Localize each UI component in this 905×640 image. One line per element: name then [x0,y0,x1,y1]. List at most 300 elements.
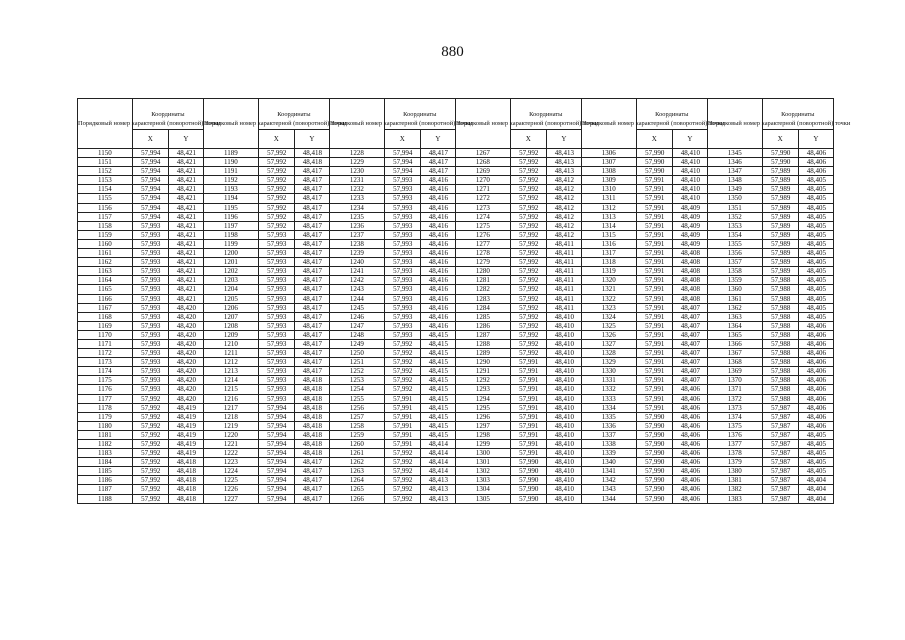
y-coordinate-cell: 48,407 [672,312,707,321]
x-coordinate-cell: 57,993 [132,276,168,285]
point-number-cell: 1268 [455,158,510,167]
y-coordinate-cell: 48,414 [420,467,455,476]
table-row [78,312,834,321]
coordinates-header: Координаты [762,99,833,130]
point-number-cell: 1304 [455,485,510,494]
point-number-cell: 1380 [707,467,762,476]
point-number-cell: 1321 [581,285,636,294]
point-number-cell: 1305 [455,494,510,503]
point-number-cell: 1338 [581,440,636,449]
x-coordinate-cell: 57,993 [384,239,420,248]
point-number-cell: 1283 [455,294,510,303]
x-coordinate-cell: 57,989 [762,176,798,185]
x-coordinate-cell: 57,991 [510,385,546,394]
point-number-cell: 1203 [203,276,258,285]
x-coordinate-cell: 57,992 [384,458,420,467]
y-coordinate-cell: 48,410 [546,440,581,449]
x-coordinate-cell: 57,988 [762,285,798,294]
point-number-cell: 1336 [581,421,636,430]
x-coordinate-cell: 57,991 [510,412,546,421]
y-coordinate-cell: 48,417 [294,276,329,285]
y-coordinate-cell: 48,421 [168,158,203,167]
y-coordinate-cell: 48,414 [420,458,455,467]
table-row [78,440,834,449]
point-number-cell: 1382 [707,485,762,494]
table-row [78,412,834,421]
y-coordinate-cell: 48,412 [546,194,581,203]
x-coordinate-cell: 57,988 [762,321,798,330]
y-coordinate-cell: 48,417 [294,239,329,248]
point-number-cell: 1151 [78,158,133,167]
x-coordinate-cell: 57,994 [258,412,294,421]
point-number-cell: 1309 [581,176,636,185]
x-coordinate-cell: 57,992 [132,403,168,412]
point-number-cell: 1197 [203,221,258,230]
point-number-cell: 1310 [581,185,636,194]
x-coordinate-cell: 57,991 [636,385,672,394]
x-coordinate-cell: 57,991 [510,394,546,403]
point-number-cell: 1378 [707,449,762,458]
x-coordinate-cell: 57,987 [762,440,798,449]
y-coordinate-cell: 48,421 [168,212,203,221]
x-coordinate-cell: 57,989 [762,185,798,194]
point-number-cell: 1168 [78,312,133,321]
x-coordinate-cell: 57,991 [636,285,672,294]
point-number-cell: 1157 [78,212,133,221]
x-coordinate-cell: 57,992 [132,421,168,430]
point-number-header: Порядковый номер характерной (поворотной) точки [203,99,258,149]
y-coordinate-cell: 48,410 [546,467,581,476]
x-coordinate-cell: 57,993 [384,321,420,330]
x-coordinate-cell: 57,992 [510,194,546,203]
point-number-cell: 1248 [329,330,384,339]
x-coordinate-cell: 57,987 [762,485,798,494]
point-number-cell: 1329 [581,358,636,367]
table-row [78,385,834,394]
point-number-cell: 1150 [78,149,133,158]
y-coordinate-cell: 48,407 [672,303,707,312]
x-coordinate-cell: 57,994 [132,149,168,158]
y-coordinate-cell: 48,410 [672,194,707,203]
x-coordinate-cell: 57,989 [762,221,798,230]
x-coordinate-cell: 57,988 [762,294,798,303]
y-coordinate-cell: 48,411 [546,249,581,258]
x-coordinate-cell: 57,991 [636,212,672,221]
point-number-cell: 1319 [581,267,636,276]
point-number-cell: 1252 [329,367,384,376]
x-coordinate-cell: 57,987 [762,449,798,458]
x-coordinate-cell: 57,990 [636,412,672,421]
x-coordinate-cell: 57,993 [132,267,168,276]
x-coordinate-cell: 57,989 [762,239,798,248]
point-number-cell: 1350 [707,194,762,203]
x-coordinate-cell: 57,992 [510,312,546,321]
x-coordinate-cell: 57,991 [636,330,672,339]
table-row [78,421,834,430]
y-coordinate-cell: 48,421 [168,239,203,248]
x-coordinate-cell: 57,991 [510,430,546,439]
x-header: X [510,130,546,149]
y-coordinate-cell: 48,418 [294,394,329,403]
y-coordinate-cell: 48,417 [294,230,329,239]
x-coordinate-cell: 57,992 [258,203,294,212]
table-row [78,330,834,339]
y-coordinate-cell: 48,412 [546,203,581,212]
point-number-cell: 1264 [329,476,384,485]
y-coordinate-cell: 48,406 [798,412,833,421]
y-coordinate-cell: 48,416 [420,176,455,185]
x-coordinate-cell: 57,989 [762,203,798,212]
y-coordinate-cell: 48,406 [672,412,707,421]
y-coordinate-cell: 48,419 [168,430,203,439]
point-number-cell: 1302 [455,467,510,476]
point-number-cell: 1245 [329,303,384,312]
point-number-cell: 1354 [707,230,762,239]
x-coordinate-cell: 57,993 [384,294,420,303]
y-coordinate-cell: 48,421 [168,194,203,203]
y-coordinate-cell: 48,410 [546,358,581,367]
x-coordinate-cell: 57,994 [132,185,168,194]
point-number-cell: 1369 [707,367,762,376]
y-coordinate-cell: 48,409 [672,239,707,248]
y-coordinate-cell: 48,416 [420,303,455,312]
x-coordinate-cell: 57,990 [762,158,798,167]
x-coordinate-cell: 57,994 [258,458,294,467]
point-number-cell: 1331 [581,376,636,385]
y-header: Y [168,130,203,149]
y-coordinate-cell: 48,410 [672,176,707,185]
y-coordinate-cell: 48,419 [168,421,203,430]
x-coordinate-cell: 57,990 [510,467,546,476]
point-number-cell: 1154 [78,185,133,194]
point-number-cell: 1160 [78,239,133,248]
point-number-cell: 1204 [203,285,258,294]
point-number-cell: 1219 [203,421,258,430]
y-coordinate-cell: 48,412 [546,230,581,239]
y-coordinate-cell: 48,408 [672,276,707,285]
point-number-cell: 1277 [455,239,510,248]
y-coordinate-cell: 48,406 [672,485,707,494]
y-coordinate-cell: 48,409 [672,230,707,239]
point-number-cell: 1235 [329,212,384,221]
x-coordinate-cell: 57,988 [762,339,798,348]
point-number-cell: 1300 [455,449,510,458]
point-number-cell: 1170 [78,330,133,339]
point-number-cell: 1340 [581,458,636,467]
point-number-header: Порядковый номер характерной (поворотной) точки [581,99,636,149]
y-coordinate-cell: 48,411 [546,267,581,276]
point-number-cell: 1364 [707,321,762,330]
x-coordinate-cell: 57,992 [384,467,420,476]
point-number-cell: 1366 [707,339,762,348]
point-number-cell: 1222 [203,449,258,458]
point-number-cell: 1212 [203,358,258,367]
point-number-cell: 1256 [329,403,384,412]
point-number-cell: 1233 [329,194,384,203]
point-number-cell: 1332 [581,385,636,394]
y-coordinate-cell: 48,406 [672,476,707,485]
point-number-cell: 1346 [707,158,762,167]
point-number-cell: 1174 [78,367,133,376]
x-coordinate-cell: 57,993 [258,394,294,403]
y-coordinate-cell: 48,406 [672,494,707,503]
x-coordinate-cell: 57,992 [132,476,168,485]
x-coordinate-cell: 57,993 [258,258,294,267]
y-coordinate-cell: 48,420 [168,394,203,403]
y-coordinate-cell: 48,417 [294,212,329,221]
x-coordinate-cell: 57,993 [132,330,168,339]
x-coordinate-cell: 57,991 [636,403,672,412]
x-coordinate-cell: 57,991 [510,367,546,376]
x-coordinate-cell: 57,990 [510,494,546,503]
x-coordinate-cell: 57,993 [132,249,168,258]
point-number-cell: 1217 [203,403,258,412]
y-coordinate-cell: 48,418 [294,158,329,167]
point-number-cell: 1201 [203,258,258,267]
y-coordinate-cell: 48,405 [798,230,833,239]
point-number-cell: 1370 [707,376,762,385]
y-coordinate-cell: 48,404 [798,494,833,503]
x-coordinate-cell: 57,990 [636,467,672,476]
point-number-cell: 1200 [203,249,258,258]
table-row [78,294,834,303]
x-coordinate-cell: 57,991 [636,203,672,212]
y-coordinate-cell: 48,416 [420,285,455,294]
x-coordinate-cell: 57,992 [510,285,546,294]
x-coordinate-cell: 57,992 [132,458,168,467]
y-coordinate-cell: 48,405 [798,467,833,476]
point-number-cell: 1315 [581,230,636,239]
x-coordinate-cell: 57,992 [510,339,546,348]
table-row [78,276,834,285]
x-coordinate-cell: 57,989 [762,258,798,267]
y-coordinate-cell: 48,418 [294,449,329,458]
y-coordinate-cell: 48,420 [168,349,203,358]
point-number-cell: 1324 [581,312,636,321]
table-row [78,376,834,385]
y-coordinate-cell: 48,413 [546,149,581,158]
x-coordinate-cell: 57,993 [384,212,420,221]
x-coordinate-cell: 57,990 [636,494,672,503]
x-coordinate-cell: 57,992 [258,167,294,176]
x-coordinate-cell: 57,992 [258,185,294,194]
y-coordinate-cell: 48,410 [546,430,581,439]
y-coordinate-cell: 48,410 [672,185,707,194]
y-coordinate-cell: 48,417 [294,367,329,376]
point-number-cell: 1246 [329,312,384,321]
point-number-cell: 1182 [78,440,133,449]
point-number-cell: 1299 [455,440,510,449]
y-coordinate-cell: 48,409 [672,221,707,230]
point-number-cell: 1333 [581,394,636,403]
point-number-cell: 1236 [329,221,384,230]
x-coordinate-cell: 57,991 [384,440,420,449]
point-number-cell: 1365 [707,330,762,339]
y-coordinate-cell: 48,405 [798,176,833,185]
x-coordinate-cell: 57,992 [258,194,294,203]
x-header: X [762,130,798,149]
x-coordinate-cell: 57,989 [762,194,798,203]
point-number-cell: 1381 [707,476,762,485]
table-row [78,449,834,458]
y-coordinate-cell: 48,411 [546,303,581,312]
x-coordinate-cell: 57,992 [510,330,546,339]
point-number-cell: 1175 [78,376,133,385]
x-coordinate-cell: 57,992 [258,149,294,158]
y-coordinate-cell: 48,406 [672,449,707,458]
x-coordinate-cell: 57,993 [132,230,168,239]
point-number-cell: 1188 [78,494,133,503]
x-coordinate-cell: 57,993 [384,176,420,185]
point-number-cell: 1281 [455,276,510,285]
x-coordinate-cell: 57,993 [132,239,168,248]
x-coordinate-cell: 57,987 [762,412,798,421]
x-coordinate-cell: 57,993 [132,376,168,385]
point-number-cell: 1192 [203,176,258,185]
x-coordinate-cell: 57,992 [510,349,546,358]
x-coordinate-cell: 57,993 [384,230,420,239]
x-coordinate-cell: 57,993 [384,203,420,212]
point-number-cell: 1352 [707,212,762,221]
point-number-cell: 1242 [329,276,384,285]
point-number-header: Порядковый номер характерной (поворотной) точки [707,99,762,149]
x-coordinate-cell: 57,988 [762,276,798,285]
point-number-cell: 1211 [203,349,258,358]
x-coordinate-cell: 57,987 [762,458,798,467]
y-coordinate-cell: 48,418 [168,467,203,476]
y-coordinate-cell: 48,406 [672,421,707,430]
point-number-cell: 1363 [707,312,762,321]
point-number-cell: 1372 [707,394,762,403]
y-coordinate-cell: 48,417 [294,221,329,230]
point-number-cell: 1229 [329,158,384,167]
y-coordinate-cell: 48,407 [672,321,707,330]
y-coordinate-cell: 48,410 [546,385,581,394]
point-number-cell: 1241 [329,267,384,276]
point-number-cell: 1259 [329,430,384,439]
y-coordinate-cell: 48,411 [546,294,581,303]
x-coordinate-cell: 57,992 [258,221,294,230]
x-coordinate-cell: 57,993 [132,294,168,303]
x-header: X [132,130,168,149]
point-number-cell: 1280 [455,267,510,276]
y-coordinate-cell: 48,412 [546,212,581,221]
x-coordinate-cell: 57,994 [258,403,294,412]
y-coordinate-cell: 48,421 [168,285,203,294]
point-number-cell: 1196 [203,212,258,221]
y-coordinate-cell: 48,416 [420,203,455,212]
x-coordinate-cell: 57,993 [258,385,294,394]
table-row [78,249,834,258]
table-row [78,149,834,158]
x-coordinate-cell: 57,993 [384,303,420,312]
point-number-cell: 1191 [203,167,258,176]
point-number-cell: 1298 [455,430,510,439]
x-coordinate-cell: 57,993 [258,239,294,248]
point-number-cell: 1288 [455,339,510,348]
point-number-cell: 1328 [581,349,636,358]
x-coordinate-cell: 57,993 [258,285,294,294]
point-number-cell: 1379 [707,458,762,467]
point-number-cell: 1377 [707,440,762,449]
point-number-cell: 1343 [581,485,636,494]
y-coordinate-cell: 48,411 [546,285,581,294]
table-row [78,158,834,167]
y-coordinate-cell: 48,421 [168,258,203,267]
y-coordinate-cell: 48,417 [294,203,329,212]
x-coordinate-cell: 57,992 [510,258,546,267]
x-coordinate-cell: 57,991 [636,376,672,385]
x-coordinate-cell: 57,993 [258,339,294,348]
y-coordinate-cell: 48,410 [546,330,581,339]
point-number-cell: 1202 [203,267,258,276]
y-coordinate-cell: 48,407 [672,376,707,385]
point-number-cell: 1358 [707,267,762,276]
x-coordinate-cell: 57,992 [258,176,294,185]
x-coordinate-cell: 57,988 [762,367,798,376]
coordinates-header: Координаты [132,99,203,130]
point-number-cell: 1254 [329,385,384,394]
x-coordinate-cell: 57,993 [258,330,294,339]
y-coordinate-cell: 48,415 [420,330,455,339]
table-row [78,167,834,176]
y-coordinate-cell: 48,412 [546,185,581,194]
y-coordinate-cell: 48,417 [420,158,455,167]
y-coordinate-cell: 48,416 [420,267,455,276]
x-coordinate-cell: 57,993 [384,285,420,294]
x-coordinate-cell: 57,990 [636,458,672,467]
y-coordinate-cell: 48,417 [294,358,329,367]
x-coordinate-cell: 57,992 [132,394,168,403]
point-number-cell: 1291 [455,367,510,376]
x-coordinate-cell: 57,992 [510,149,546,158]
y-coordinate-cell: 48,408 [672,249,707,258]
point-number-cell: 1190 [203,158,258,167]
x-coordinate-cell: 57,990 [636,421,672,430]
point-number-cell: 1224 [203,467,258,476]
point-number-cell: 1295 [455,403,510,412]
point-number-cell: 1383 [707,494,762,503]
point-number-cell: 1185 [78,467,133,476]
y-coordinate-cell: 48,418 [294,430,329,439]
y-coordinate-cell: 48,416 [420,212,455,221]
y-coordinate-cell: 48,405 [798,194,833,203]
y-coordinate-cell: 48,421 [168,230,203,239]
y-coordinate-cell: 48,406 [672,440,707,449]
y-coordinate-cell: 48,417 [294,330,329,339]
x-coordinate-cell: 57,991 [636,230,672,239]
y-coordinate-cell: 48,417 [294,467,329,476]
y-coordinate-cell: 48,417 [294,176,329,185]
x-coordinate-cell: 57,992 [132,430,168,439]
y-coordinate-cell: 48,413 [420,494,455,503]
x-coordinate-cell: 57,991 [636,276,672,285]
x-coordinate-cell: 57,991 [636,303,672,312]
y-coordinate-cell: 48,420 [168,312,203,321]
point-number-cell: 1179 [78,412,133,421]
y-coordinate-cell: 48,410 [672,167,707,176]
point-number-cell: 1189 [203,149,258,158]
point-number-cell: 1187 [78,485,133,494]
x-coordinate-cell: 57,990 [510,476,546,485]
table-row [78,476,834,485]
x-coordinate-cell: 57,993 [258,276,294,285]
point-number-cell: 1269 [455,167,510,176]
x-coordinate-cell: 57,993 [132,367,168,376]
point-number-cell: 1371 [707,385,762,394]
x-coordinate-cell: 57,993 [258,249,294,258]
y-coordinate-cell: 48,406 [798,394,833,403]
